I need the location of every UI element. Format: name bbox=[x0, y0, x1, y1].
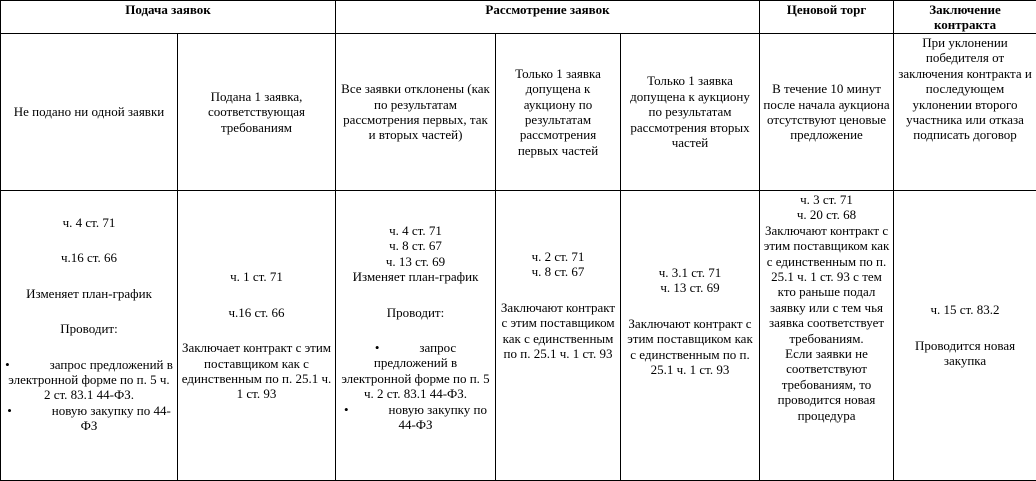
scenario-cell: Все заявки отклонены (как по результатам рассмотрения первых, так и вторых частей) bbox=[336, 34, 496, 191]
scenario-cell: Не подано ни одной заявки bbox=[1, 34, 178, 191]
action-text: Проводит: bbox=[386, 304, 445, 320]
scenario-row bbox=[1, 34, 1036, 191]
action-text: Изменяет план-график bbox=[26, 285, 152, 301]
action-text: Заключают контракт с этим поставщиком как с единственным по п. 25.1 ч. 1 ст. 93 bbox=[627, 315, 753, 378]
header-row bbox=[1, 1, 1036, 34]
action-text: Заключает контракт с этим поставщиком как с единственным по п. 25.1 ч. 1 ст. 93 bbox=[181, 340, 332, 402]
bullet-text: новую закупку по 44-ФЗ bbox=[51, 402, 171, 434]
bullet-item bbox=[4, 403, 174, 434]
action-text: Проводится новая закупка bbox=[914, 337, 1016, 369]
law-reference: ч. 1 ст. 71 bbox=[230, 269, 283, 285]
header-auction: Ценовой торг bbox=[760, 1, 894, 34]
header-review: Рассмотрение заявок bbox=[336, 1, 760, 34]
law-reference: ч. 3.1 ст. 71 bbox=[658, 265, 722, 280]
law-reference: ч. 8 ст. 67 bbox=[531, 264, 585, 280]
bullet-item bbox=[339, 340, 492, 402]
law-reference: ч. 13 ст. 69 bbox=[660, 280, 720, 296]
action-cell bbox=[894, 191, 1036, 481]
action-cell bbox=[1, 191, 178, 481]
bullet-glyph: • bbox=[343, 401, 349, 417]
action-text: Изменяет план-график bbox=[352, 269, 479, 285]
action-row bbox=[1, 191, 1036, 481]
action-cell bbox=[336, 191, 496, 481]
bullet-glyph: • bbox=[7, 402, 12, 418]
law-reference: ч. 20 ст. 68 bbox=[796, 207, 857, 223]
scenario-cell: Подана 1 заявка, соответствующая требованиям bbox=[178, 34, 336, 191]
action-cell bbox=[621, 191, 760, 481]
bullet-text: новую закупку по 44-ФЗ bbox=[388, 401, 487, 433]
law-reference: ч.16 ст. 66 bbox=[60, 250, 117, 266]
bullet-item bbox=[4, 357, 174, 403]
bullet-text: запрос предложений в электронной форме по п. 5 ч. 2 ст. 83.1 44-ФЗ. bbox=[341, 340, 490, 402]
action-text: Заключают контракт с этим поставщиком как с единственным по п. 25.1 ч. 1 ст. 93 bbox=[500, 299, 616, 362]
bullet-text: запрос предложений в электронной форме по п. 5 ч. 2 ст. 83.1 44-ФЗ. bbox=[8, 356, 173, 403]
scenario-cell: Только 1 заявка допущена к аукциону по результатам рассмотрения первых частей bbox=[496, 34, 621, 191]
law-reference: ч. 2 ст. 71 bbox=[531, 249, 585, 264]
action-cell bbox=[496, 191, 621, 481]
law-reference: ч. 15 ст. 83.2 bbox=[930, 302, 1000, 318]
law-reference: ч. 4 ст. 71 bbox=[62, 215, 116, 230]
action-text: Проводит: bbox=[60, 321, 118, 337]
scenario-cell: При уклонении победителя от заключения контракта и последующем уклонении второго участника или отказа подписать договор bbox=[894, 34, 1036, 191]
scenario-cell: Только 1 заявка допущена к аукциону по результатам рассмотрения вторых частей bbox=[621, 34, 760, 191]
law-reference: ч. 8 ст. 67 bbox=[389, 238, 442, 254]
bullet-glyph: • bbox=[374, 340, 380, 356]
action-cell bbox=[178, 191, 336, 481]
bullet-item bbox=[339, 402, 492, 433]
header-contract: Заключение контракта bbox=[894, 1, 1036, 34]
law-reference: ч. 13 ст. 69 bbox=[385, 253, 446, 269]
law-reference: ч. 4 ст. 71 bbox=[389, 223, 442, 238]
law-reference: ч.16 ст. 66 bbox=[228, 304, 285, 320]
header-submission: Подача заявок bbox=[1, 1, 336, 34]
scenario-cell: В течение 10 минут после начала аукциона отсутствуют ценовые предложение bbox=[760, 34, 894, 191]
law-reference: ч. 3 ст. 71 bbox=[800, 192, 853, 207]
action-text: Заключают контракт с этим поставщиком как с единственным по п. 25.1 ч. 1 ст. 93 с тем кто раньше подал заявку или с тем чья заявка соответствует требованиям. bbox=[763, 222, 890, 346]
action-text: Если заявки не соответствуют требованиям, то проводится новая процедура bbox=[777, 346, 876, 423]
bullet-glyph: • bbox=[5, 356, 10, 372]
action-cell bbox=[760, 191, 894, 481]
